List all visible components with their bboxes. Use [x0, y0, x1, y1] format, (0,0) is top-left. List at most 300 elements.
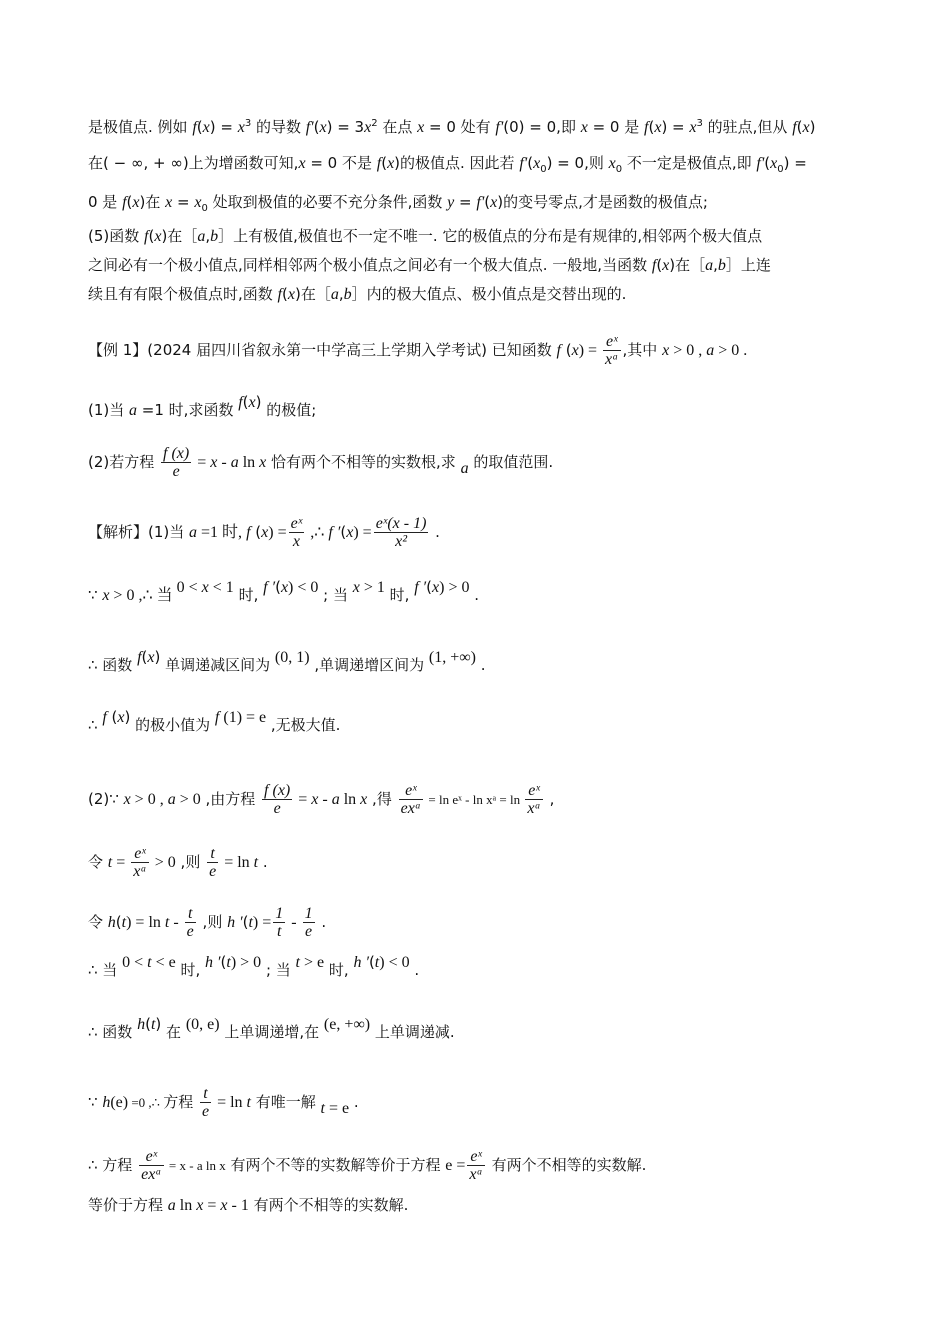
text-run: (: [796, 118, 803, 136]
text-line-l1: [88, 117, 815, 138]
text-run: ,: [713, 256, 718, 274]
math-symbol: t: [246, 1094, 251, 1111]
text-run: (: [381, 154, 388, 172]
fraction-denominator: t: [277, 923, 282, 940]
text-run: = x - a ln x: [165, 1158, 226, 1173]
text-run: (: [148, 227, 155, 245]
text-run: =1 时,: [197, 524, 247, 541]
text-run: > 0 ,: [669, 342, 707, 359]
math-symbol: x: [580, 119, 588, 136]
text-run: ,得: [367, 790, 397, 808]
text-run: 3: [244, 118, 252, 129]
text-run: .: [475, 656, 486, 674]
text-run: (: [242, 913, 249, 931]
text-run: .: [258, 853, 268, 871]
text-run: ) =: [783, 154, 807, 172]
text-run: ,: [338, 285, 344, 303]
math-symbol: x: [298, 155, 306, 172]
math-symbol: f ′: [263, 579, 276, 596]
math-symbol: x: [311, 791, 319, 808]
text-line-l11: [88, 578, 480, 606]
fraction-denominator: e: [305, 923, 313, 940]
math-symbol: f: [376, 155, 382, 172]
math-symbol: t: [374, 954, 380, 971]
text-run: ∴ 方程: [88, 1156, 138, 1174]
text-run: 时,: [233, 586, 264, 604]
text-line-l5: [88, 255, 771, 276]
text-run: > 0: [150, 854, 176, 871]
math-symbol: x: [154, 228, 162, 245]
text-run: < e: [151, 954, 176, 971]
math-symbol: t: [164, 914, 170, 931]
text-run: =0 ,∴: [128, 1095, 164, 1110]
fraction-denominator: e: [273, 800, 281, 817]
text-run: (1) = e: [219, 709, 267, 726]
text-run: -: [287, 914, 301, 931]
text-run: 【解析】(1)当: [88, 523, 190, 541]
math-symbol: x: [490, 194, 498, 211]
text-run: > 0 ,∴ 当: [109, 587, 177, 604]
text-run: .: [316, 913, 327, 931]
fraction: [603, 333, 620, 368]
math-symbol: x: [248, 394, 256, 411]
text-run: 不一定是极值点,即: [622, 154, 757, 172]
text-run: =: [294, 791, 312, 808]
text-run: ): [124, 708, 131, 726]
fraction: [374, 515, 429, 550]
text-run: 时,: [384, 586, 415, 604]
text-run: ］上有极值,极值也不一定不唯一. 它的极值点的分布是有规律的,相邻两个极大值点: [218, 227, 763, 245]
text-line-l16: [88, 905, 326, 940]
math-symbol: x: [220, 1197, 228, 1214]
math-symbol: x: [201, 579, 209, 596]
fraction-numerator: t: [185, 905, 196, 923]
fraction-denominator: exᵃ: [400, 800, 422, 817]
fraction-numerator: eˣ: [525, 782, 542, 800]
math-symbol: a: [189, 524, 198, 541]
fraction-numerator: eˣ: [399, 782, 424, 800]
text-run: =: [203, 1197, 221, 1214]
text-run: ∵: [88, 586, 103, 604]
math-symbol: a: [460, 460, 469, 477]
text-run: ,单调递增区间为: [309, 656, 429, 674]
text-run: > 1: [359, 579, 385, 596]
text-line-l10: [88, 515, 440, 550]
text-run: 的导数: [251, 118, 306, 136]
math-symbol: x: [533, 155, 541, 172]
text-run: (: [250, 523, 262, 541]
math-symbol: x: [654, 119, 662, 136]
math-symbol: x: [102, 587, 110, 604]
text-line-l9: [88, 445, 553, 480]
text-run: > 0 ,: [130, 791, 168, 808]
text-run: 恰有两个不相等的实数根,求: [266, 453, 461, 471]
text-line-l2: [88, 153, 807, 174]
math-symbol: f ′: [328, 524, 341, 541]
text-run: ln: [175, 1197, 197, 1214]
fraction-numerator: eˣ: [139, 1148, 164, 1166]
math-symbol: x: [210, 454, 218, 471]
math-symbol: x: [261, 524, 269, 541]
text-run: 0: [615, 164, 623, 175]
math-symbol: a: [167, 791, 176, 808]
math-symbol: x: [387, 155, 395, 172]
text-run: ; 当: [261, 961, 296, 979]
math-symbol: b: [343, 286, 352, 303]
fraction-numerator: 1: [304, 905, 313, 922]
text-run: = ln: [220, 854, 254, 871]
fraction: [399, 782, 424, 817]
math-symbol: t: [226, 954, 231, 971]
text-run: (: [560, 341, 572, 359]
text-run: )在［: [294, 285, 331, 303]
math-symbol: y: [447, 194, 455, 211]
text-run: .: [430, 523, 440, 541]
text-run: 上单调递减.: [370, 1023, 455, 1041]
text-run: 时,: [175, 961, 206, 979]
text-run: (0, e): [185, 1016, 220, 1033]
math-symbol: f: [144, 228, 149, 245]
math-symbol: f': [495, 119, 504, 136]
text-run: =: [193, 454, 211, 471]
text-run: ): [255, 393, 262, 411]
math-symbol: f: [651, 257, 657, 274]
text-run: ］内的极大值点、极小值点是交替出现的.: [351, 285, 627, 303]
text-run: (: [275, 578, 281, 596]
text-run: ∴ 当: [88, 961, 123, 979]
text-run: 0 <: [176, 579, 202, 596]
text-run: (: [368, 953, 375, 971]
text-run: ): [154, 648, 161, 666]
text-line-l7: [88, 333, 747, 368]
text-run: =: [112, 854, 130, 871]
text-run: 0 是: [88, 193, 123, 211]
text-run: < 1: [208, 579, 234, 596]
text-run: 时,: [324, 961, 354, 979]
math-symbol: h ′: [353, 954, 369, 971]
text-line-l8: [88, 393, 317, 421]
text-run: )的极值点. 因此若: [394, 154, 520, 172]
math-symbol: t: [320, 1100, 325, 1117]
fraction: [185, 905, 196, 940]
math-symbol: x: [432, 579, 440, 596]
fraction-numerator: eˣ: [290, 515, 303, 532]
math-symbol: x: [117, 709, 125, 726]
text-run: 2: [371, 118, 378, 129]
text-run: 的极值;: [261, 401, 317, 419]
text-run: ,其中: [622, 341, 663, 359]
fraction-numerator: eˣ(x - 1): [375, 515, 427, 532]
fraction: [467, 1148, 484, 1183]
text-run: (: [126, 193, 133, 211]
text-run: )的变号零点,才是函数的极值点;: [497, 193, 708, 211]
math-symbol: x: [352, 579, 360, 596]
text-run: = ln: [213, 1094, 247, 1111]
text-run: .: [409, 961, 420, 979]
text-run: 之间必有一个极小值点,同样相邻两个极小值点之间必有一个极大值点. 一般地,当函数: [88, 256, 652, 274]
text-run: ,则: [175, 853, 206, 871]
text-run: (: [115, 913, 122, 931]
text-run: ln: [339, 791, 361, 808]
text-run: - 1: [227, 1197, 249, 1214]
math-symbol: f': [519, 155, 528, 172]
math-symbol: f ′: [414, 579, 427, 596]
text-run: 0: [540, 164, 547, 175]
math-symbol: x: [123, 791, 131, 808]
text-run: 3: [696, 118, 703, 129]
fraction-numerator: eˣ: [131, 845, 148, 863]
text-run: (: [196, 118, 203, 136]
fraction: [200, 1085, 211, 1120]
text-line-l13: [88, 708, 341, 736]
fraction-denominator: xᵃ: [527, 800, 541, 817]
text-run: (5)函数: [88, 227, 145, 245]
math-symbol: t: [147, 954, 152, 971]
math-symbol: x: [259, 454, 267, 471]
math-symbol: x: [662, 257, 670, 274]
fraction-denominator: xᵃ: [469, 1166, 483, 1183]
fraction: [262, 782, 292, 817]
text-run: (: [141, 648, 148, 666]
math-symbol: f: [556, 342, 561, 359]
text-run: -: [217, 454, 231, 471]
math-symbol: x: [802, 119, 810, 136]
text-run: ) =: [268, 524, 287, 541]
text-run: (: [764, 154, 771, 172]
text-run: (: [648, 118, 655, 136]
text-run: ; 当: [318, 586, 353, 604]
text-run: ∴: [88, 716, 103, 734]
text-run: = e: [325, 1100, 350, 1117]
text-run: 的极小值为: [130, 716, 215, 734]
text-run: (: [340, 523, 347, 541]
text-run: > e: [300, 954, 325, 971]
fraction: [273, 905, 285, 940]
text-run: 在点: [377, 118, 418, 136]
math-symbol: t: [150, 1016, 156, 1033]
math-symbol: t: [107, 854, 113, 871]
text-line-l17: [88, 953, 420, 981]
text-run: )在［: [669, 256, 706, 274]
text-run: > 0 .: [714, 342, 748, 359]
text-run: = 0 处有: [424, 118, 496, 136]
fraction-denominator: x²: [395, 533, 407, 550]
math-symbol: h: [137, 1016, 146, 1033]
text-run: ) > 0: [439, 579, 470, 596]
text-run: ) =: [353, 524, 372, 541]
text-run: 【例 1】(2024 届四川省叙永第一中学高三上学期入学考试) 已知函数: [88, 341, 557, 359]
math-symbol: a: [705, 257, 714, 274]
text-run: e =: [445, 1157, 466, 1174]
text-run: )在［: [161, 227, 198, 245]
text-run: (e, +∞): [323, 1016, 371, 1033]
text-run: ) < 0: [288, 579, 319, 596]
text-run: (0, 1): [274, 649, 310, 666]
math-symbol: f: [102, 709, 107, 726]
text-run: (2)若方程: [88, 453, 160, 471]
math-symbol: b: [717, 257, 726, 274]
math-symbol: f: [644, 119, 649, 136]
text-line-l21: [88, 1195, 408, 1216]
text-run: -: [169, 914, 183, 931]
text-run: ∵: [88, 1093, 103, 1111]
text-run: ,: [205, 227, 211, 245]
text-run: = 0 是: [587, 118, 645, 136]
fraction-denominator: x: [292, 533, 300, 550]
text-run: = ln eˣ - ln xᵃ = ln: [425, 792, 524, 807]
text-run: ) =: [661, 118, 690, 136]
text-run: ): [155, 1015, 162, 1033]
math-symbol: a: [167, 1197, 176, 1214]
text-run: (1)当: [88, 401, 130, 419]
math-symbol: x: [417, 119, 425, 136]
math-symbol: h ′: [205, 954, 221, 971]
text-line-l12: [88, 648, 486, 676]
math-symbol: x: [147, 649, 155, 666]
math-symbol: x: [165, 194, 173, 211]
text-run: 有两个不等的实数解等价于方程: [225, 1156, 446, 1174]
text-run: 有唯一解: [251, 1093, 321, 1111]
fraction: [289, 515, 305, 550]
fraction: [525, 782, 542, 817]
math-symbol: f: [277, 286, 282, 303]
math-symbol: a: [197, 228, 206, 245]
text-run: 令: [88, 853, 108, 871]
math-symbol: x: [319, 119, 327, 136]
math-symbol: t: [253, 854, 259, 871]
math-symbol: a: [330, 286, 339, 303]
text-run: 0 <: [122, 954, 148, 971]
text-run: (: [313, 118, 320, 136]
math-symbol: h: [102, 1094, 111, 1111]
text-run: 方程: [163, 1093, 198, 1111]
fraction-numerator: t: [200, 1085, 211, 1103]
text-run: (: [426, 578, 433, 596]
text-run: ∴ 函数: [88, 656, 138, 674]
text-run: 续且有有限个极值点时,函数: [88, 285, 278, 303]
fraction-denominator: xᵃ: [605, 351, 619, 368]
math-symbol: a: [706, 342, 715, 359]
math-symbol: x: [689, 119, 697, 136]
text-run: 0: [201, 203, 208, 214]
math-symbol: f: [122, 194, 127, 211]
text-run: 上单调递增,在: [219, 1023, 324, 1041]
text-run: 0: [777, 164, 784, 175]
text-run: ) = ln: [126, 914, 165, 931]
math-symbol: t: [248, 914, 253, 931]
text-run: =1 时,求函数: [137, 401, 239, 419]
fraction-numerator: f (x): [264, 782, 291, 799]
text-run: 在( − ∞, + ∞)上为增函数可知,: [88, 154, 299, 172]
math-symbol: f: [792, 119, 797, 136]
math-symbol: x: [571, 342, 579, 359]
text-run: =: [172, 193, 195, 211]
text-run: 的取值范围.: [468, 453, 554, 471]
fraction-numerator: eˣ: [603, 333, 620, 351]
math-symbol: x: [287, 286, 295, 303]
math-symbol: b: [210, 228, 219, 245]
text-line-l3: [88, 192, 708, 213]
math-symbol: f: [192, 119, 197, 136]
text-run: .: [469, 586, 480, 604]
text-run: .: [349, 1093, 359, 1111]
text-run: ,无极大值.: [266, 716, 341, 734]
text-run: ) = 0,则: [546, 154, 609, 172]
text-run: 有两个不相等的实数解.: [248, 1196, 409, 1214]
fraction-numerator: eˣ: [467, 1148, 484, 1166]
text-run: 等价于方程: [88, 1196, 168, 1214]
text-run: 在: [161, 1023, 186, 1041]
math-symbol: x: [237, 119, 245, 136]
text-run: (1, +∞): [428, 649, 476, 666]
text-run: ) = 3: [326, 118, 365, 136]
text-run: ］上连: [725, 256, 771, 274]
text-run: ) > 0: [230, 954, 262, 971]
fraction-denominator: e: [186, 923, 194, 940]
text-line-l19: [88, 1085, 359, 1120]
text-line-l18: [88, 1015, 455, 1043]
text-run: = 0 不是: [305, 154, 377, 172]
text-line-l4: [88, 226, 762, 247]
text-run: (: [527, 154, 534, 172]
math-symbol: a: [230, 454, 239, 471]
text-run: (: [484, 193, 491, 211]
math-symbol: x: [280, 579, 289, 596]
text-run: (0) = 0,即: [503, 118, 581, 136]
fraction: [161, 445, 191, 480]
math-symbol: h: [107, 914, 116, 931]
text-line-l6: [88, 284, 626, 305]
text-line-l15: [88, 845, 268, 880]
text-run: (e): [110, 1094, 129, 1111]
text-run: ,则: [197, 913, 228, 931]
text-run: (: [145, 1015, 151, 1033]
math-symbol: x: [196, 1197, 204, 1214]
fraction: [139, 1148, 164, 1183]
fraction: [207, 845, 218, 880]
math-symbol: a: [331, 791, 340, 808]
math-symbol: a: [129, 402, 138, 419]
fraction: [131, 845, 148, 880]
text-run: ) < 0: [379, 954, 410, 971]
math-symbol: f': [756, 155, 765, 172]
fraction: [303, 905, 315, 940]
math-symbol: t: [121, 914, 127, 931]
math-symbol: f': [305, 119, 314, 136]
text-run: > 0: [175, 791, 201, 808]
math-symbol: h ′: [227, 914, 243, 931]
text-run: (: [220, 953, 227, 971]
text-run: )在: [139, 193, 166, 211]
fraction-denominator: exᵃ: [141, 1166, 162, 1183]
text-run: 单调递减区间为: [160, 656, 275, 674]
math-symbol: x: [364, 119, 372, 136]
fraction-denominator: e: [172, 463, 180, 480]
math-symbol: x: [770, 155, 778, 172]
math-symbol: x: [132, 194, 140, 211]
text-run: ) =: [578, 342, 602, 359]
text-run: (: [106, 708, 118, 726]
text-run: 是极值点. 例如: [88, 118, 193, 136]
math-symbol: f: [238, 394, 243, 411]
fraction-denominator: xᵃ: [133, 863, 147, 880]
math-symbol: f: [246, 524, 251, 541]
fraction-denominator: e: [209, 863, 217, 880]
text-run: ,∴: [306, 524, 329, 541]
text-run: ln: [238, 454, 260, 471]
text-line-l14: [88, 782, 554, 817]
math-symbol: x: [194, 194, 202, 211]
